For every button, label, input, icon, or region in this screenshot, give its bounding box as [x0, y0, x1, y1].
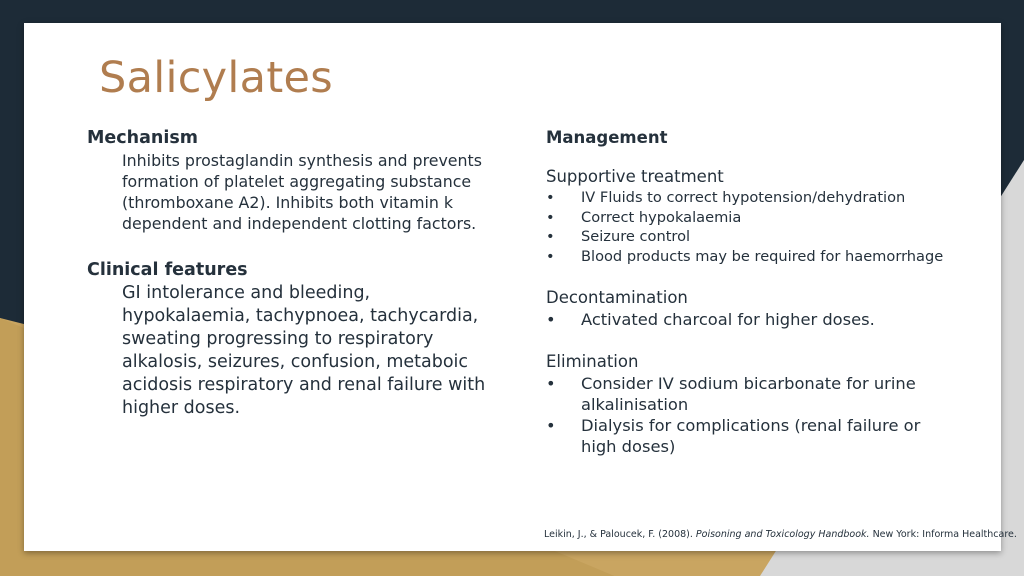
clinical-section — [87, 260, 487, 420]
slide — [24, 23, 1017, 551]
list-item-text: Dialysis for complications (renal failure or high doses) — [581, 416, 921, 456]
mechanism-text: Inhibits prostaglandin synthesis and prevents formation of platelet aggregating substance (thromboxane A2). Inhibits both vitamin k dependent and independent clotting factors. — [122, 151, 482, 233]
citation-publisher: New York: Informa Healthcare. — [869, 529, 1017, 540]
elimination-list — [546, 373, 946, 457]
list-item-text: Correct hypokalaemia — [581, 208, 742, 226]
bullet: • — [546, 247, 555, 265]
list-item — [546, 208, 946, 228]
clinical-text: GI intolerance and bleeding, hypokalaemia, tachypnoea, tachycardia, sweating progressing to respiratory alkalosis, seizures, confusion, metaboic acidosis respiratory and renal failure with higher doses. — [122, 283, 486, 418]
list-item-text: Activated charcoal for higher doses. — [581, 310, 875, 329]
elimination-section — [546, 352, 946, 457]
list-item-text: Seizure control — [581, 228, 691, 245]
supportive-list — [546, 188, 946, 266]
list-item-text: Blood products may be required for haemorrhage — [581, 247, 944, 265]
citation-book: Poisoning and Toxicology Handbook. — [695, 529, 870, 540]
list-item — [546, 373, 946, 415]
mechanism-heading: Mechanism — [87, 128, 199, 148]
decontamination-list — [546, 309, 946, 330]
slide-title: Salicylates — [99, 53, 333, 103]
bullet: • — [546, 416, 556, 435]
bullet: • — [546, 228, 555, 245]
list-item — [546, 188, 946, 208]
bullet: • — [546, 189, 555, 206]
left-column — [87, 128, 487, 420]
list-item — [546, 415, 946, 457]
list-item — [546, 309, 946, 330]
management-heading: Management — [546, 128, 668, 147]
supportive-section — [546, 167, 946, 266]
bullet: • — [546, 208, 555, 226]
right-column — [546, 128, 946, 457]
bullet: • — [546, 374, 556, 393]
citation-authors: Leikin, J., & Paloucek, F. (2008). — [544, 529, 696, 540]
elimination-heading: Elimination — [546, 352, 639, 371]
supportive-heading: Supportive treatment — [546, 167, 724, 186]
list-item-text: IV Fluids to correct hypotension/dehydration — [581, 189, 906, 206]
citation — [544, 529, 1017, 540]
list-item-text: Consider IV sodium bicarbonate for urine alkalinisation — [581, 374, 916, 414]
list-item — [546, 247, 946, 267]
clinical-heading: Clinical features — [87, 260, 248, 280]
mechanism-section — [87, 128, 487, 234]
decontamination-heading: Decontamination — [546, 288, 688, 307]
list-item — [546, 227, 946, 247]
decontamination-section — [546, 288, 946, 330]
bullet: • — [546, 310, 556, 329]
